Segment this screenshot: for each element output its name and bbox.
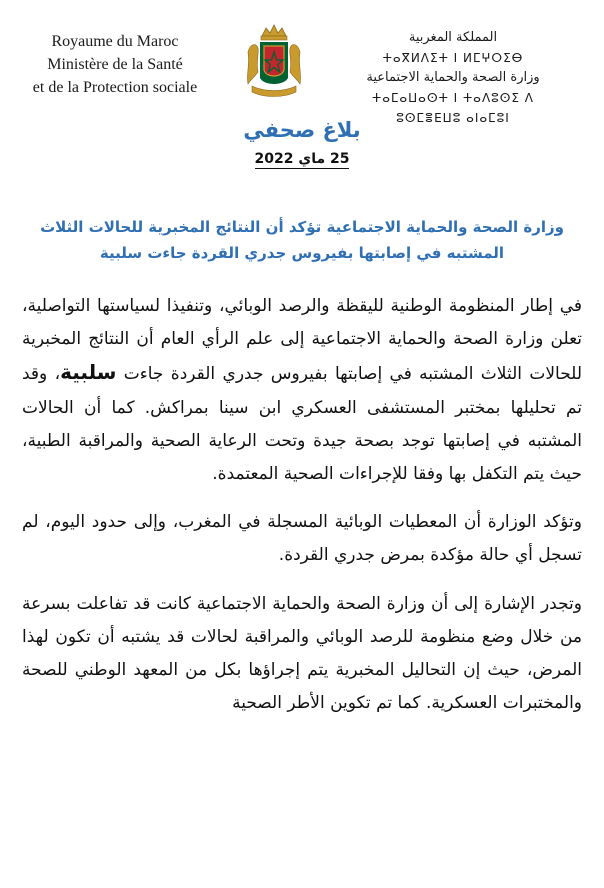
date-text: 25 ماي 2022	[254, 151, 350, 167]
tz-line-ministry: ⵜⴰⵎⴰⵡⴰⵙⵜ ⵏ ⵜⴰⴷⵓⵙⵉ ⴷ ⵓⵙⵎⴻⴹⵡⵓ ⴰⵏⴰⵎⵓⵏ	[371, 91, 534, 125]
ar-line-ministry: وزارة الصحة والحماية الاجتماعية	[366, 70, 540, 85]
paragraph-3: وتجدر الإشارة إلى أن وزارة الصحة والحماية الاجتماعية كانت قد تفاعلت بسرعة من خلال وضع منظومة للرصد الوبائي والمراقبة لحالات قد يشتبه أن تكون لهذا المرض، حيث إن التحاليل المخبرية يتم إجراؤها بكل من المعهد الوطني للصحة والمختبرات العسكرية. كما تم تكوين الأطر الصحية	[22, 593, 582, 714]
tz-line-kingdom: ⵜⴰⴳⵍⴷⵉⵜ ⵏ ⵍⵎⵖⵔⵉⴱ	[382, 51, 524, 65]
fr-line-kingdom: Royaume du Maroc	[51, 33, 179, 50]
paragraph-1-part-b: ، وقد تم تحليلها بمختبر المستشفى العسكري ابن سينا بمراكش. كما أن الحالات المشتبه في إصابتها توجد بصحة جيدة وتحت الرعاية الصحية والمراقبة الطبية، حيث يتم التكفل بها وفقا للإجراءات الصحية المعتمدة.	[22, 364, 582, 485]
negative-result-emphasis: سلبية	[60, 360, 117, 385]
moroccan-coat-of-arms-icon	[244, 22, 304, 98]
press-release-title: بلاغ صحفي	[243, 118, 361, 142]
letterhead	[0, 0, 604, 125]
paragraph-2: وتؤكد الوزارة أن المعطيات الوبائية المسجلة في المغرب، وإلى حدود اليوم، لم تسجل أي حالة مؤكدة بمرض جدري القردة.	[22, 512, 582, 566]
arabic-amazigh-ministry-name	[342, 28, 564, 128]
press-release-date	[0, 151, 604, 167]
fr-line-protection: et de la Protection sociale	[32, 79, 198, 96]
french-ministry-name	[4, 30, 226, 99]
paragraph-1	[22, 290, 582, 491]
headline	[20, 214, 584, 266]
headline-line-1: وزارة الصحة والحماية الاجتماعية تؤكد أن النتائج المخبرية للحالات الثلاث	[40, 218, 564, 236]
body-text	[22, 290, 582, 735]
paragraph-1-part-a: في إطار المنظومة الوطنية لليقظة والرصد الوبائي، وتنفيذا لسياستها التواصلية، تعلن وزارة الصحة والحماية الاجتماعية إلى علم الرأي العام أن النتائج المخبرية للحالات الثلاث المشتبه في إصابتها بفيروس جدري القردة جاءت	[22, 296, 582, 385]
fr-line-ministry: Ministère de la Santé	[47, 56, 183, 73]
headline-line-2: المشتبه في إصابتها بفيروس جدري القردة جاءت سلبية	[99, 244, 505, 262]
ar-line-kingdom: المملكة المغربية	[408, 30, 498, 45]
